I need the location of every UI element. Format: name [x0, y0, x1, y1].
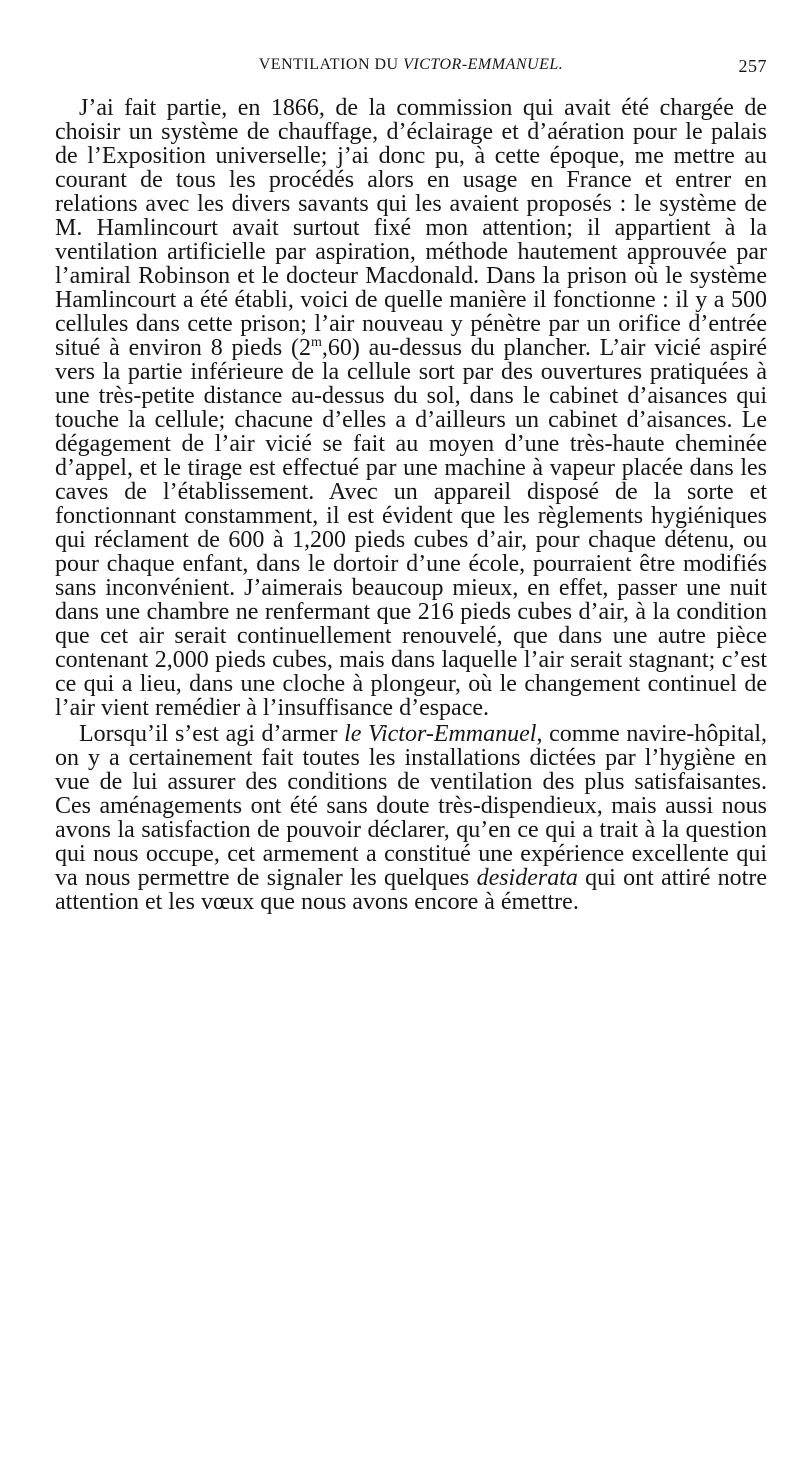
- body-text: [55, 96, 767, 914]
- desiderata-term: desiderata: [476, 865, 578, 891]
- paragraph-2: [55, 722, 767, 914]
- page-number: 257: [738, 56, 767, 76]
- paragraph-1-text-b: ,60) au-dessus du plancher. L’air vicié aspiré vers la partie inférieure de la cellule sort par des ouvertures pratiquées à une très-petite distance au-dessus du sol, dans le cabinet d’aisances qui touche la cellule; chacune d’elles a d’ailleurs un cabinet d’aisances. Le dégagement de l’air vicié se fait au moyen d’une très-haute cheminée d’appel, et le tirage est effectué par une machine à vapeur placée dans les caves de l’établissement. Avec un appareil disposé de la sorte et fonctionnant constamment, il est évident que les règlements hygiéniques qui réclament de 600 à 1,200 pieds cubes d’air, pour chaque détenu, ou pour chaque enfant, dans le dortoir d’une école, pourraient être modifiés sans inconvénient. J’aimerais beaucoup mieux, en effet, passer une nuit dans une chambre ne renfermant que 216 pieds cubes d’air, à la condition que cet air serait continuellement renouvelé, que dans une autre pièce contenant 2,000 pieds cubes, mais dans laquelle l’air serait stagnant; c’est ce qui a lieu, dans une cloche à plongeur, où le changement continuel de l’air vient remédier à l’insuffisance d’espace.: [55, 335, 767, 721]
- running-head: [55, 56, 767, 96]
- ship-name: le Victor-Emmanuel: [344, 721, 537, 747]
- running-title: [55, 56, 767, 74]
- paragraph-2-text-c: qui ont attiré notre attention et les vœux que nous avons encore à émettre.: [55, 865, 767, 915]
- paragraph-1: [55, 96, 767, 720]
- meter-superscript: m: [310, 335, 322, 350]
- book-page: [55, 56, 767, 914]
- running-title-roman: VENTILATION DU: [258, 56, 404, 73]
- paragraph-2-text-b: , comme navire-hôpital, on y a certainement fait toutes les installations dictées par l’hygiène en vue de lui assurer des conditions de ventilation des plus satisfaisantes. Ces aménagements ont été sans doute très-dispendieux, mais aussi nous avons la satisfaction de pouvoir déclarer, qu’en ce qui a trait à la question qui nous occupe, cet armement a constitué une expérience excellente qui va nous permettre de signaler les quelques: [55, 721, 767, 891]
- paragraph-2-text-a: Lorsqu’il s’est agi d’armer: [79, 721, 345, 747]
- running-title-italic: VICTOR-EMMANUEL.: [403, 56, 564, 73]
- paragraph-1-text-a: J’ai fait partie, en 1866, de la commission qui avait été chargée de choisir un système de chauffage, d’éclairage et d’aération pour le palais de l’Exposition universelle; j’ai donc pu, à cette époque, me mettre au courant de tous les procédés alors en usage en France et entrer en relations avec les divers savants qui les avaient proposés : le système de M. Hamlincourt avait surtout fixé mon attention; il appartient à la ventilation artificielle par aspiration, méthode hautement approuvée par l’amiral Robinson et le docteur Macdonald. Dans la prison où le système Hamlincourt a été établi, voici de quelle manière il fonctionne : il y a 500 cellules dans cette prison; l’air nouveau y pénètre par un orifice d’entrée situé à environ 8 pieds (2: [55, 95, 767, 361]
